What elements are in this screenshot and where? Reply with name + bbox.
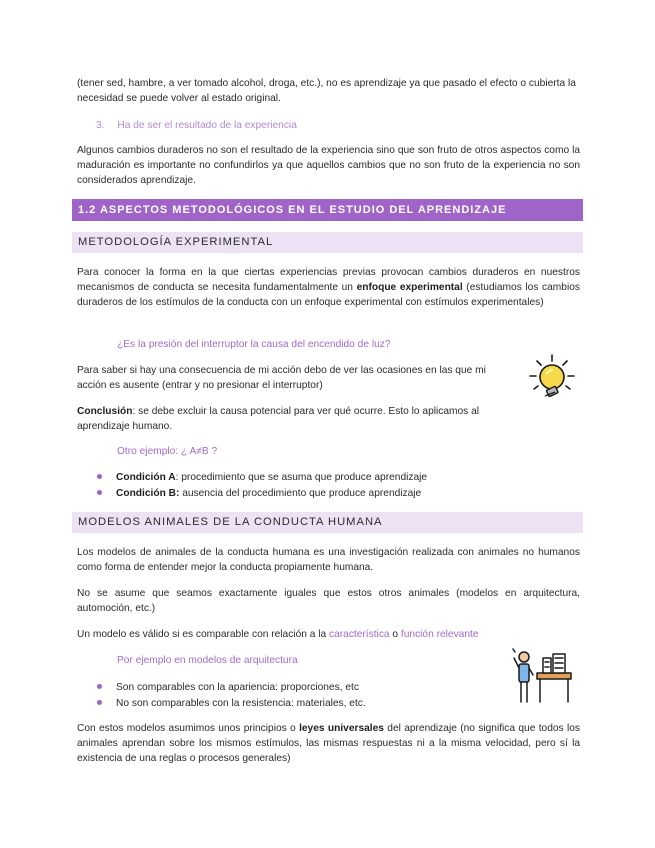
models-bullet-2-text: No son comparables con la resistencia: materiales, etc. bbox=[116, 698, 366, 709]
condition-b-text: ausencia del procedimiento que produce aprendizaje bbox=[179, 488, 422, 499]
architect-model-icon bbox=[511, 648, 573, 706]
models-bullet-1 bbox=[97, 680, 359, 695]
point-3-text: Algunos cambios duraderos no son el resultado de la experiencia sino que son fruto de otros aspectos como la maduración es importante no confundirlos ya que aquellos cambios que no son fruto de la experiencia no son considerados aprendizaje. bbox=[77, 145, 580, 187]
final-paragraph bbox=[77, 721, 580, 767]
bullet-icon bbox=[97, 474, 102, 479]
saber-paragraph: Para saber si hay una consecuencia de mi acción debo de ver las ocasiones en las que mi acción es ausente (entrar y no presionar el interruptor) bbox=[77, 365, 486, 392]
condition-a-text: : procedimiento que se asuma que produce aprendizaje bbox=[175, 472, 428, 483]
models-paragraph-1: Los modelos de animales de la conducta humana es una investigación realizada con animales no humanos como forma de entender mejor la conducta propiamente humana. bbox=[77, 547, 580, 574]
other-example: Otro ejemplo: ¿ A≠B ? bbox=[117, 446, 218, 457]
characteristic-link[interactable]: característica bbox=[329, 629, 390, 640]
experimental-bold: enfoque experimental bbox=[356, 282, 463, 294]
architecture-example: Por ejemplo en modelos de arquitectura bbox=[117, 655, 298, 666]
models-heading: MODELOS ANIMALES DE LA CONDUCTA HUMANA bbox=[72, 512, 583, 533]
conclusion-text: : se debe excluir la causa potencial para ver qué ocurre. Esto lo aplicamos al aprendizaje humano. bbox=[77, 406, 480, 433]
condition-b-label: Condición B: bbox=[116, 488, 180, 499]
bullet-icon bbox=[97, 684, 102, 689]
experimental-text-after: (estudiamos los cambios duraderos de los estímulos de la conducta con un enfoque experimental con estímulos experimentales) bbox=[77, 282, 580, 309]
condition-b bbox=[97, 486, 421, 501]
conclusion-paragraph bbox=[77, 404, 497, 434]
section-title: 1.2 ASPECTOS METODOLÓGICOS EN EL ESTUDIO DEL APRENDIZAJE bbox=[72, 199, 583, 221]
conclusion-label: Conclusión bbox=[77, 406, 133, 417]
condition-a-label: Condición A bbox=[116, 472, 176, 483]
universal-laws-bold: leyes universales bbox=[299, 723, 384, 734]
relevant-function-link[interactable]: función relevante bbox=[400, 629, 479, 640]
validity-text-mid: o bbox=[389, 629, 401, 640]
point-3 bbox=[96, 118, 599, 133]
lightbulb-icon bbox=[526, 352, 578, 404]
point-3-label: Ha de ser el resultado de la experiencia bbox=[117, 120, 297, 131]
models-paragraph-2: No se asume que seamos exactamente iguales que estos otros animales (modelos en arquitectura, automoción, etc.) bbox=[77, 588, 580, 615]
intro-line-1: (tener sed, hambre, a ver tomado alcohol, droga, etc.), no es aprendizaje ya que pasado el efecto o cubierta la bbox=[77, 78, 576, 89]
condition-a bbox=[97, 470, 427, 485]
point-3-number: 3. bbox=[96, 120, 105, 131]
validity-paragraph bbox=[77, 627, 580, 642]
experimental-text-before: Para conocer la forma en la que ciertas experiencias previas provocan cambios duraderos en nuestros mecanismos de conducta se necesita fundamentalmente un bbox=[77, 267, 580, 294]
switch-question: ¿Es la presión del interruptor la causa del encendido de luz? bbox=[117, 339, 391, 350]
validity-text-before: Un modelo es válido si es comparable con relación a la bbox=[77, 629, 329, 640]
final-text-before: Con estos modelos asumimos unos principios o bbox=[77, 723, 300, 734]
experimental-heading: METODOLOGÍA EXPERIMENTAL bbox=[72, 232, 583, 253]
intro-line-2: necesidad se puede volver al estado original. bbox=[77, 93, 281, 104]
bullet-icon bbox=[97, 700, 102, 705]
bullet-icon bbox=[97, 490, 102, 495]
models-bullet-1-text: Son comparables con la apariencia: proporciones, etc bbox=[116, 682, 359, 693]
models-bullet-2 bbox=[97, 696, 366, 711]
experimental-paragraph bbox=[77, 265, 580, 311]
final-text-after: del aprendizaje (no significa que todos los animales aprendan sobre los mismos estímulos, las mismas respuestas ni a la misma velocidad, pero sí la existencia de una reglas o procesos generales) bbox=[77, 723, 580, 765]
